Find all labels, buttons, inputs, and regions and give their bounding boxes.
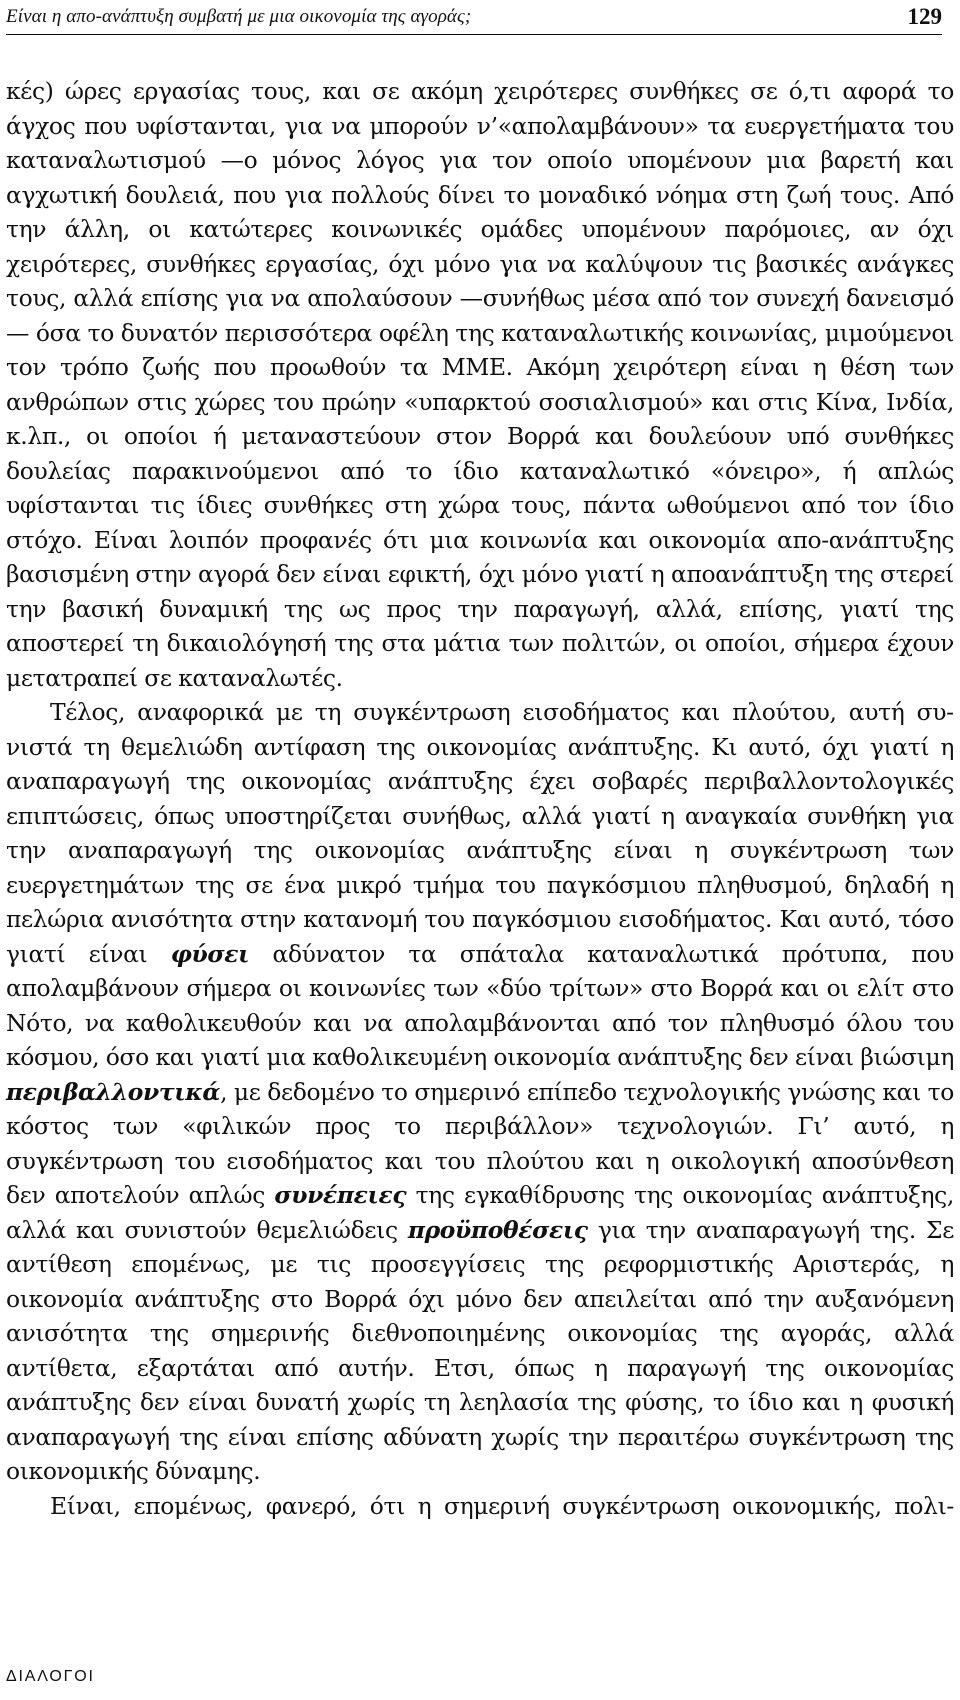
emphasis-physei: φύσει <box>170 939 250 968</box>
text-segment: για την αναπαραγωγή της. Σε αντίθεση επομένως, με τις προσεγγίσεις της ρεφορμιστικής Αριστεράς, η οικονομία ανάπτυξης στο Βορρά όχι μόνο δεν απειλείται από την αυξανόμενη ανισότητα της σημερινής διεθνοποιημένης οικονομίας της αγοράς, αλλά αντίθετα, εξαρτάται από αυτήν. Ετσι, όπως η παραγωγή της οικονομίας ανάπτυξης δεν είναι δυνατή χωρίς τη λεηλασία της φύσης, το ίδιο και η φυσική αναπαραγωγή της είναι επίσης αδύνατη χωρίς την περαιτέρω συγκέντρωση της οικονομικής δύναμης. <box>6 1215 954 1485</box>
footer-label: ΔΙΑΛΟΓΟΙ <box>6 1668 95 1685</box>
body-text <box>6 74 954 1523</box>
emphasis-proypotheseis: προϋποθέσεις <box>407 1215 588 1244</box>
running-title: Είναι η απο-ανάπτυξη συμβατή με μια οικονομία της αγοράς; <box>6 6 472 27</box>
text-segment: της εγκαθίδρυσης της οικονομίας ανάπτυξης, αλλά και συνιστούν θεμελιώδεις <box>6 1181 954 1244</box>
paragraph-2 <box>6 695 954 1489</box>
paragraph-3 <box>6 1489 954 1524</box>
emphasis-perivallontika: περιβαλλοντικά <box>6 1077 221 1106</box>
text-segment: , με δεδομένο το σημερινό επίπεδο τεχνολογικής γνώσης και το κόστος των «φιλικών προς το περιβάλλον» τεχνολογιών. Γι’ αυτό, η συγκέντρωση του εισοδήματος και του πλούτου και η οικολογική αποσύνθεση δεν αποτελούν απλώς <box>6 1077 954 1209</box>
text-segment: κές) ώρες εργασίας τους, και σε ακόμη χειρότερες συνθήκες σε ό,τι αφορά το άγχος που υφίστανται, για να μπορούν ν’«απολαμβάνουν» τα ευεργετήματα του καταναλωτισμού —ο μόνος λόγος για τον οποίο υπομένουν μια βαρετή και αγχωτική δουλειά, που για πολλούς δίνει το μοναδικό νόημα στη ζωή τους. Από την άλλη, οι κατώτερες κοινωνικές ομάδες υπομένουν παρόμοιες, αν όχι χειρότερες, συνθήκες εργασίας, όχι μόνο για να καλύψουν τις βασικές ανάγκες τους, αλλά επίσης για να απολαύσουν —συνήθως μέσα από τον συνεχή δανεισμό— όσα το δυνατόν περισσότερα οφέλη της καταναλωτικής κοινωνίας, μιμούμενοι τον τρόπο ζωής που προωθούν τα ΜΜΕ. Ακόμη χειρότερη είναι η θέση των ανθρώπων στις χώρες του πρώην «υπαρκτού σοσιαλισμού» και στις Κίνα, Ινδία, κ.λπ., οι οποίοι ή μεταναστεύουν στον Βορρά και δουλεύουν υπό συνθήκες δουλείας παρακινούμενοι από το ίδιο καταναλωτικό «όνειρο», ή απλώς υφίστανται τις ίδιες συνθήκες στη χώρα τους, πάντα ωθούμενοι από τον ίδιο στόχο. Είναι λοιπόν προφανές ότι μια κοινωνία και οικονομία απο-ανάπτυξης βασισμένη στην αγορά δεν είναι εφικτή, όχι μόνο γιατί η αποανάπτυξη της στερεί την βασική δυναμική της ως προς την παραγωγή, αλλά, επίσης, γιατί της αποστερεί τη δικαιολόγησή της στα μάτια των πολιτών, οι οποίοι, σήμερα έχουν μετατραπεί σε καταναλωτές. <box>6 77 954 692</box>
running-header <box>6 4 942 35</box>
emphasis-synepeies: συνέπειες <box>274 1181 407 1209</box>
text-segment: αδύνατον τα σπάταλα καταναλωτικά πρότυπα, που απολαμβάνουν σήμερα οι κοινωνίες των «δύο τρίτων» στο Βορρά και οι ελίτ στο Νότο, να καθολικευθούν και να απολαμβάνονται από τον πληθυσμό όλου του κόσμου, όσο και γιατί μια καθολικευμένη οικονομία ανάπτυξης δεν είναι βιώσιμη <box>6 939 954 1071</box>
text-segment: Τέλος, αναφορικά με τη συγκέντρωση εισοδήματος και πλούτου, αυτή συνιστά τη θεμελιώδη αντίφαση της οικονομίας ανάπτυξης. Κι αυτό, όχι γιατί η αναπαραγωγή της οικονομίας ανάπτυξης έχει σοβαρές περιβαλλοντολογικές επιπτώσεις, όπως υποστηρίζεται συνήθως, αλλά γιατί η αναγκαία συνθήκη για την αναπαραγωγή της οικονομίας ανάπτυξης είναι η συγκέντρωση των ευεργετημάτων της σε ένα μικρό τμήμα του παγκόσμιου πληθυσμού, δηλαδή η πελώρια ανισότητα στην κατανομή του παγκόσμιου εισοδήματος. Και αυτό, τόσο γιατί είναι <box>6 698 954 968</box>
text-segment: Είναι, επομένως, φανερό, ότι η σημερινή συγκέντρωση οικονομικής, πολι- <box>50 1491 954 1520</box>
paragraph-1 <box>6 74 954 695</box>
page-number: 129 <box>907 4 942 29</box>
